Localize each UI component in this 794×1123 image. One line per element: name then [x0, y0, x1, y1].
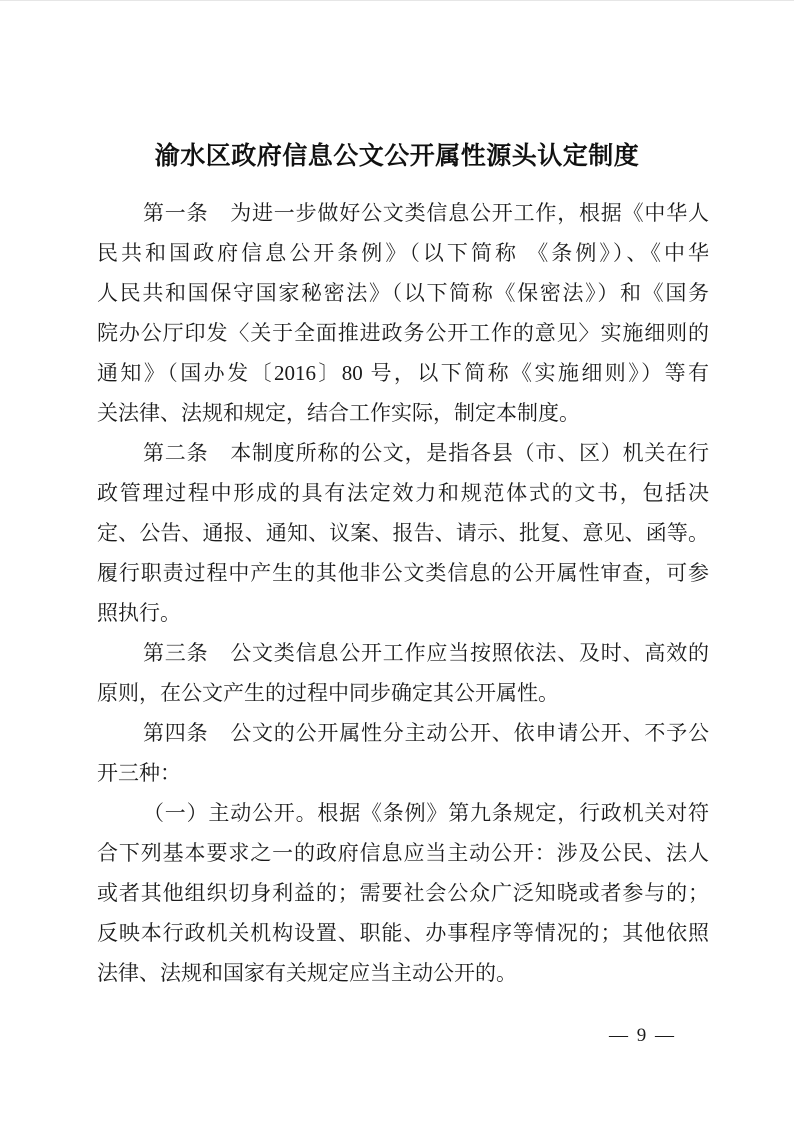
- text-line: 院办公厅印发〈关于全面推进政务公开工作的意见〉实施细则的: [97, 321, 709, 345]
- text-line: 政管理过程中形成的具有法定效力和规范体式的文书，包括决: [97, 481, 709, 505]
- text-line: 第二条 本制度所称的公文，是指各县（市、区）机关在行: [143, 441, 709, 465]
- text-line: 照执行。: [97, 601, 181, 625]
- text-line: 法律、法规和国家有关规定应当主动公开的。: [97, 961, 517, 985]
- text-line: 通知》（国办发〔2016〕80 号，以下简称《实施细则》）等有: [97, 361, 709, 385]
- text-line: 原则，在公文产生的过程中同步确定其公开属性。: [97, 681, 559, 705]
- paragraph-article-2: [97, 433, 709, 633]
- text-line: 或者其他组织切身利益的；需要社会公众广泛知晓或者参与的；: [97, 881, 709, 905]
- text-line: （一）主动公开。根据《条例》第九条规定，行政机关对符: [143, 801, 709, 825]
- paragraph-article-4: [97, 713, 709, 793]
- text-line: 反映本行政机关机构设置、职能、办事程序等情况的；其他依照: [97, 921, 709, 945]
- page-number: — 9 —: [609, 1025, 676, 1046]
- text-line: 人民共和国保守国家秘密法》（以下简称《保密法》）和《国务: [97, 281, 709, 305]
- document-title: 渝水区政府信息公文公开属性源头认定制度: [154, 142, 640, 170]
- text-line: 定、公告、通报、通知、议案、报告、请示、批复、意见、函等。: [97, 521, 709, 545]
- text-line: 第四条 公文的公开属性分主动公开、依申请公开、不予公: [143, 721, 709, 745]
- document-body: [97, 193, 709, 993]
- paragraph-article-3: [97, 633, 709, 713]
- text-line: 第一条 为进一步做好公文类信息公开工作，根据《中华人: [143, 201, 709, 225]
- text-line: 开三种：: [97, 761, 181, 785]
- paragraph-item-1-active-disclosure: [97, 793, 709, 993]
- text-line: 合下列基本要求之一的政府信息应当主动公开：涉及公民、法人: [97, 841, 709, 865]
- text-line: 关法律、法规和规定，结合工作实际，制定本制度。: [97, 401, 580, 425]
- text-line: 民共和国政府信息公开条例》（以下简称 《条例》）、《中华: [97, 241, 709, 265]
- paragraph-article-1: [97, 193, 709, 433]
- text-line: 履行职责过程中产生的其他非公文类信息的公开属性审查，可参: [97, 561, 709, 585]
- text-line: 第三条 公文类信息公开工作应当按照依法、及时、高效的: [143, 641, 709, 665]
